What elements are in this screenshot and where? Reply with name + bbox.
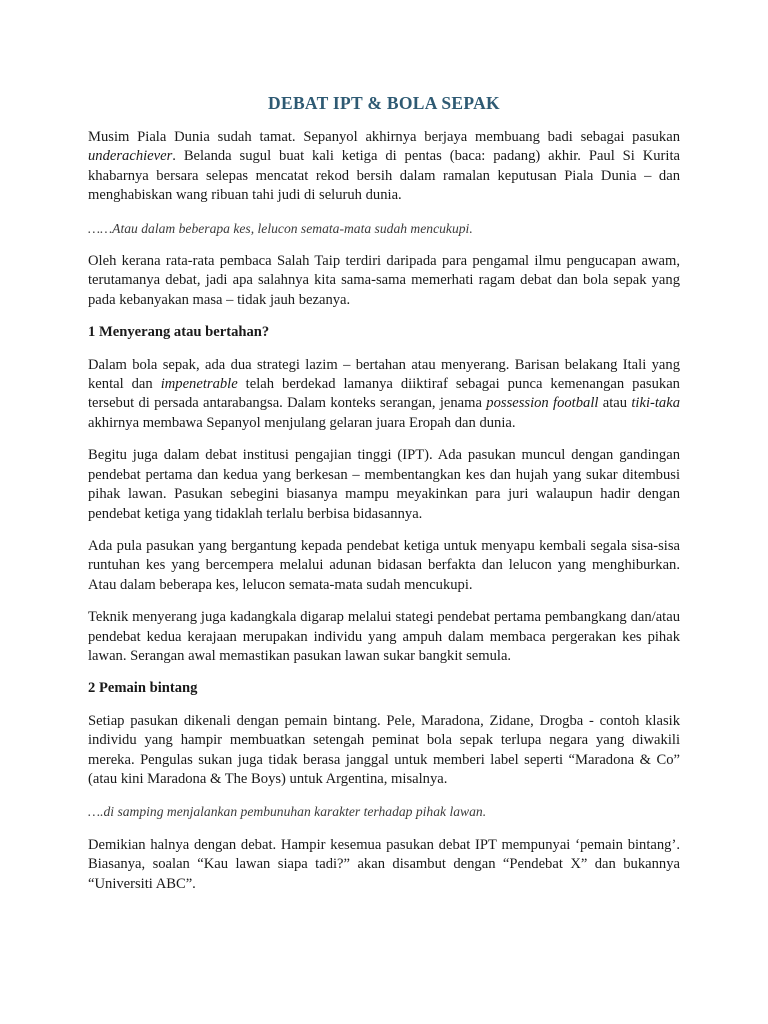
section-heading-1: 1 Menyerang atau bertahan?	[88, 324, 270, 341]
paragraph-strategy-text-d: akhirnya membawa Sepanyol menjulang gelaran juara Eropah dan dunia.	[88, 414, 516, 431]
italic-underachiever: underachiever	[88, 148, 173, 165]
paragraph-attack-technique: Teknik menyerang juga kadangkala digarap melalui stategi pendebat pertama pembangkang dan/atau pendebat kedua kerajaan merupakan individu yang ampuh dalam membaca pergerakan kes pihak lawan. Serangan awal memastikan pasukan lawan sukar bangkit semula.	[88, 609, 680, 664]
paragraph-strategy-text-a: Dalam bola sepak, ada dua strategi lazim – bertahan atau menyerang. Barisan belakang Itali yang kental dan	[88, 356, 680, 393]
paragraph-intro	[88, 128, 680, 206]
italic-possession-football: possession football	[486, 395, 599, 412]
document-page	[88, 88, 680, 907]
paragraph-star-players: Setiap pasukan dikenali dengan pemain bintang. Pele, Maradona, Zidane, Drogba - contoh klasik individu yang hampir membuatkan setengah peminat bola sepak terlupa negara yang diwakili mereka. Pengulas sukan juga tidak berasa janggal untuk memberi label seperti “Maradona & Co” (atau kini Maradona & The Boys) untuk Argentina, misalnya.	[88, 712, 680, 787]
document-title: DEBAT IPT & BOLA SEPAK	[268, 93, 500, 113]
pull-quote-2: ….di samping menjalankan pembunuhan karakter terhadap pihak lawan.	[88, 804, 487, 820]
paragraph-strategy-text-c: atau	[598, 395, 632, 412]
paragraph-intro-text-a: Musim Piala Dunia sudah tamat. Sepanyol akhirnya berjaya membuang badi sebagai pasukan	[88, 129, 680, 145]
paragraph-ipt-debate: Begitu juga dalam debat institusi pengajian tinggi (IPT). Ada pasukan muncul dengan gandingan pendebat pertama dan kedua yang berkesan – membentangkan kes dan hujah yang sukar ditembusi pihak lawan. Pasukan sebegini biasanya mampu meyakinkan para juri walaupun hadir dengan pendebat ketiga yang tidaklah terlalu berbisa bidasannya.	[88, 447, 680, 522]
paragraph-readers: Oleh kerana rata-rata pembaca Salah Taip terdiri daripada para pengamal ilmu pengucapan awam, terutamanya debat, jadi apa salahnya kita sama-sama memerhati ragam debat dan bola sepak yang pada kebanyakan masa – tidak jauh bezanya.	[88, 253, 680, 308]
paragraph-strategy	[88, 356, 680, 434]
paragraph-strategy-text-b: telah berdekad lamanya diiktiraf sebagai punca kemenangan pasukan tersebut di persada antarabangsa. Dalam konteks serangan, jenama	[88, 376, 680, 412]
paragraph-intro-text-b: . Belanda sugul buat kali ketiga di pentas (baca: padang) akhir. Paul Si Kurita khabarnya bersara selepas mencatat rekod bersih dalam ramalan keputusan Piala Dunia – dan menghabiskan wang ribuan tahi judi di seluruh dunia.	[88, 148, 680, 204]
section-heading-2: 2 Pemain bintang	[88, 680, 198, 697]
paragraph-debate-stars: Demikian halnya dengan debat. Hampir kesemua pasukan debat IPT mempunyai ‘pemain bintang’. Biasanya, soalan “Kau lawan siapa tadi?” akan disambut dengan “Pendebat X” dan bukannya “Universiti ABC”.	[88, 836, 680, 892]
italic-tiki-taka: tiki-taka	[631, 395, 681, 412]
pull-quote-1: ……Atau dalam beberapa kes, lelucon semata-mata sudah mencukupi.	[88, 220, 473, 236]
italic-impenetrable: impenetrable	[160, 376, 238, 393]
paragraph-third-speaker: Ada pula pasukan yang bergantung kepada pendebat ketiga untuk menyapu kembali segala sisa-sisa runtuhan kes yang bercempera melalui adunan bidasan berfakta dan lelucon yang menghiburkan. Atau dalam beberapa kes, lelucon semata-mata sudah mencukupi.	[88, 537, 680, 593]
